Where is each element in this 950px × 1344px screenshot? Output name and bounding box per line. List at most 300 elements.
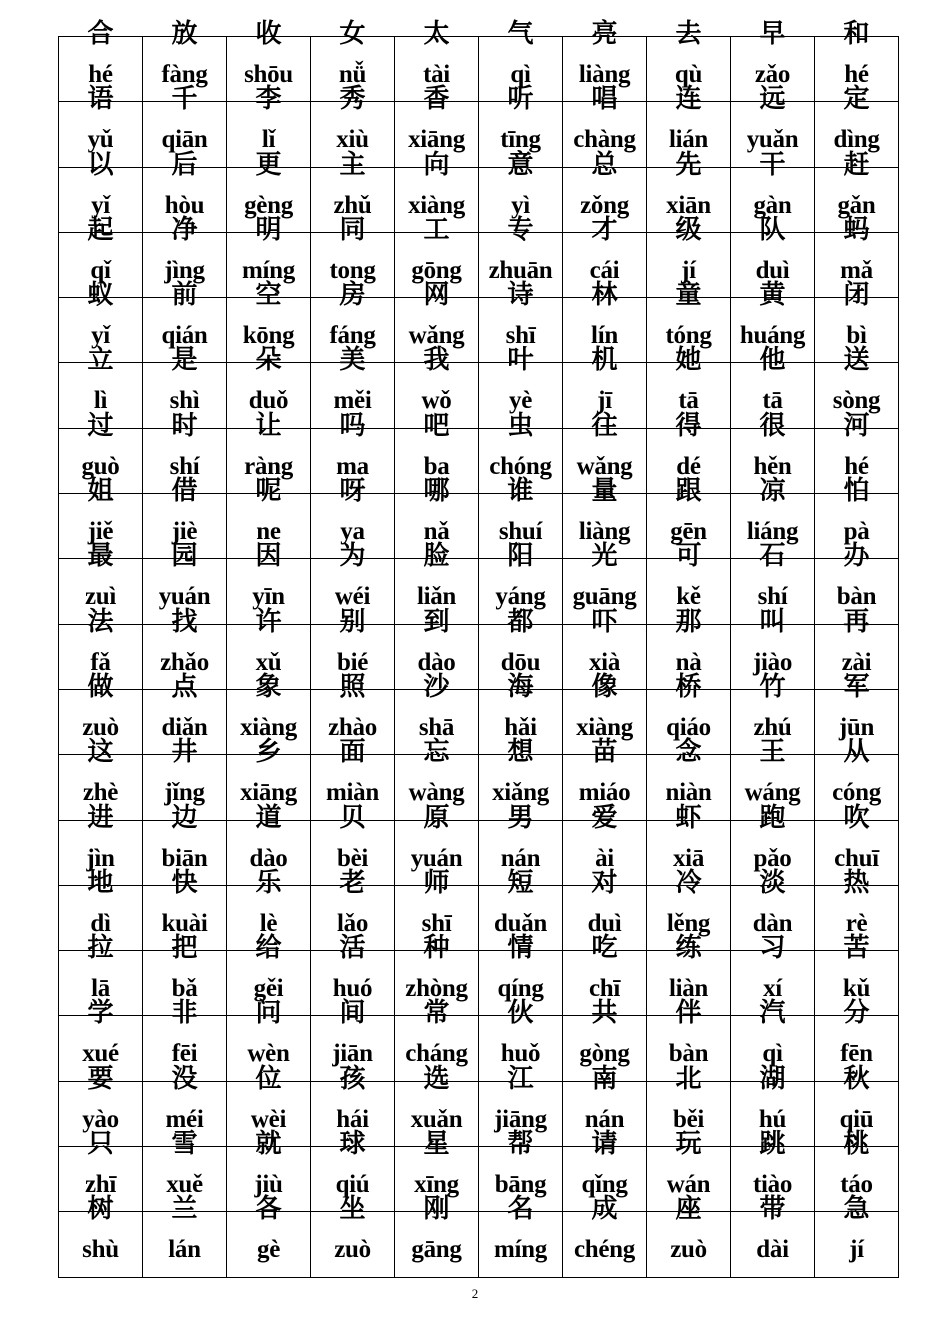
hanzi-character: 吧 bbox=[423, 410, 450, 441]
pinyin-label: jí bbox=[849, 1236, 864, 1264]
hanzi-character: 河 bbox=[843, 410, 870, 441]
hanzi-character: 情 bbox=[507, 933, 534, 964]
pinyin-label: dào bbox=[417, 648, 456, 676]
pinyin-label: zhào bbox=[328, 713, 377, 741]
pinyin-label: wán bbox=[666, 1171, 711, 1199]
pinyin-label: liáng bbox=[746, 518, 799, 546]
pinyin-label: zhǎo bbox=[160, 648, 209, 676]
pinyin-label: jiān bbox=[332, 1040, 373, 1068]
pinyin-label: wéi bbox=[334, 583, 371, 611]
pinyin-label: qiān bbox=[161, 126, 208, 154]
hanzi-character: 成 bbox=[591, 1194, 618, 1225]
pinyin-label: jìng bbox=[164, 256, 205, 284]
pinyin-label: hé bbox=[844, 61, 869, 88]
hanzi-character: 才 bbox=[591, 214, 618, 245]
hanzi-character: 千 bbox=[171, 84, 198, 115]
hanzi-character: 定 bbox=[843, 84, 870, 115]
pinyin-label: qiú bbox=[335, 1171, 370, 1199]
pinyin-label: qíng bbox=[497, 975, 544, 1003]
hanzi-character: 工 bbox=[423, 214, 450, 245]
hanzi-character: 借 bbox=[171, 476, 198, 507]
hanzi-character: 让 bbox=[255, 410, 282, 441]
hanzi-character: 前 bbox=[171, 280, 198, 311]
pinyin-label: zài bbox=[841, 648, 872, 676]
hanzi-character: 净 bbox=[171, 214, 198, 245]
pinyin-label: hòu bbox=[164, 191, 205, 219]
hanzi-character: 对 bbox=[591, 867, 618, 898]
pinyin-label: hái bbox=[336, 1105, 369, 1133]
pinyin-label: guò bbox=[81, 452, 120, 480]
hanzi-character: 机 bbox=[591, 345, 618, 376]
pinyin-label: xiù bbox=[336, 126, 369, 154]
hanzi-character: 他 bbox=[759, 345, 786, 376]
hanzi-character: 玩 bbox=[675, 1129, 702, 1160]
pinyin-label: wèi bbox=[250, 1105, 287, 1133]
pinyin-label: gè bbox=[257, 1236, 280, 1264]
hanzi-character: 意 bbox=[507, 149, 534, 180]
hanzi-character: 听 bbox=[507, 84, 534, 115]
pinyin-label: fáng bbox=[329, 322, 376, 350]
pinyin-label: lā bbox=[91, 975, 110, 1003]
pinyin-label: xí bbox=[763, 975, 782, 1003]
hanzi-character: 同 bbox=[339, 214, 366, 245]
pinyin-label: jiè bbox=[171, 518, 198, 546]
pinyin-label: xuǎn bbox=[410, 1105, 463, 1133]
pinyin-label: huó bbox=[332, 975, 373, 1003]
hanzi-character: 象 bbox=[255, 671, 282, 702]
pinyin-label: měi bbox=[333, 387, 372, 415]
pinyin-label: dōu bbox=[500, 648, 541, 676]
pinyin-label: gòng bbox=[579, 1040, 630, 1068]
pinyin-label: jiù bbox=[254, 1171, 283, 1199]
pinyin-label: bì bbox=[846, 322, 867, 350]
hanzi-character: 孩 bbox=[339, 1063, 366, 1094]
pinyin-label: táo bbox=[840, 1171, 873, 1199]
hanzi-character: 军 bbox=[843, 671, 870, 702]
pinyin-label: mǎ bbox=[840, 256, 873, 284]
hanzi-character: 带 bbox=[759, 1194, 786, 1225]
pinyin-label: lěng bbox=[666, 909, 711, 937]
hanzi-character: 向 bbox=[423, 149, 450, 180]
pinyin-label: zhè bbox=[82, 779, 119, 807]
hanzi-character: 江 bbox=[507, 1063, 534, 1094]
pinyin-label: míng bbox=[494, 1236, 547, 1264]
pinyin-label: qián bbox=[161, 322, 208, 350]
pinyin-label: jiāng bbox=[494, 1105, 547, 1133]
pinyin-label: yǔ bbox=[87, 126, 114, 154]
hanzi-character: 以 bbox=[87, 149, 114, 180]
pinyin-label: pǎo bbox=[753, 844, 792, 872]
hanzi-character: 苗 bbox=[591, 737, 618, 768]
pinyin-label: gěi bbox=[253, 975, 284, 1003]
pinyin-label: yuǎn bbox=[746, 126, 799, 154]
hanzi-character: 湖 bbox=[759, 1063, 786, 1094]
hanzi-character: 想 bbox=[507, 737, 534, 768]
pinyin-label: yǐ bbox=[91, 191, 110, 219]
pinyin-label: dé bbox=[676, 452, 701, 480]
pinyin-label: kōng bbox=[242, 322, 295, 350]
hanzi-character: 非 bbox=[171, 998, 198, 1029]
pinyin-label: xuě bbox=[166, 1171, 203, 1199]
hanzi-character: 间 bbox=[339, 998, 366, 1029]
pinyin-label: zhuān bbox=[488, 256, 553, 284]
pinyin-label: nà bbox=[675, 648, 702, 676]
pinyin-label: biān bbox=[161, 844, 208, 872]
pinyin-label: diǎn bbox=[161, 713, 208, 741]
hanzi-character: 都 bbox=[507, 606, 534, 637]
hanzi-character: 活 bbox=[339, 933, 366, 964]
pinyin-label: gǎn bbox=[837, 191, 876, 219]
pinyin-label: zuò bbox=[82, 713, 119, 741]
hanzi-character: 放 bbox=[171, 19, 198, 49]
hanzi-character: 可 bbox=[675, 541, 702, 572]
pinyin-label: xué bbox=[82, 1040, 119, 1068]
hanzi-character: 跳 bbox=[759, 1129, 786, 1160]
hanzi-character: 立 bbox=[87, 345, 114, 376]
hanzi-character: 园 bbox=[171, 541, 198, 572]
hanzi-character: 得 bbox=[675, 410, 702, 441]
pinyin-label: shī bbox=[505, 322, 536, 350]
character-cell bbox=[227, 1194, 311, 1277]
pinyin-label: nán bbox=[584, 1105, 625, 1133]
hanzi-character: 我 bbox=[423, 345, 450, 376]
pinyin-label: qù bbox=[674, 61, 703, 88]
pinyin-label: wǎng bbox=[576, 452, 633, 480]
hanzi-character: 汽 bbox=[759, 998, 786, 1029]
pinyin-label: jí bbox=[681, 256, 696, 284]
hanzi-character: 李 bbox=[255, 84, 282, 115]
hanzi-character: 冷 bbox=[675, 867, 702, 898]
pinyin-label: dìng bbox=[833, 126, 880, 154]
pinyin-label: miàn bbox=[326, 779, 379, 807]
pinyin-label: bāng bbox=[494, 1171, 547, 1199]
pinyin-label: jūn bbox=[838, 713, 875, 741]
hanzi-character: 赶 bbox=[843, 149, 870, 180]
pinyin-label: zhī bbox=[84, 1171, 117, 1199]
hanzi-character: 怕 bbox=[843, 476, 870, 507]
hanzi-character: 往 bbox=[591, 410, 618, 441]
hanzi-character: 叶 bbox=[507, 345, 534, 376]
pinyin-label: nán bbox=[500, 844, 541, 872]
pinyin-label: shì bbox=[169, 387, 200, 415]
pinyin-label: miáo bbox=[578, 779, 631, 807]
hanzi-character: 送 bbox=[843, 345, 870, 376]
hanzi-character: 远 bbox=[759, 84, 786, 115]
pinyin-label: bié bbox=[336, 648, 369, 676]
hanzi-character: 香 bbox=[423, 84, 450, 115]
character-cell bbox=[311, 1194, 395, 1277]
pinyin-label: wǎng bbox=[408, 322, 465, 350]
hanzi-character: 各 bbox=[255, 1194, 282, 1225]
hanzi-character: 只 bbox=[87, 1129, 114, 1160]
pinyin-label: tong bbox=[329, 256, 376, 284]
pinyin-label: xià bbox=[588, 648, 621, 676]
hanzi-character: 秀 bbox=[339, 84, 366, 115]
hanzi-character: 星 bbox=[423, 1129, 450, 1160]
pinyin-label: chàng bbox=[573, 126, 636, 154]
hanzi-character: 竹 bbox=[759, 671, 786, 702]
hanzi-character: 更 bbox=[255, 149, 282, 180]
pinyin-label: qiū bbox=[839, 1105, 874, 1133]
hanzi-character: 忘 bbox=[423, 737, 450, 768]
hanzi-character: 吓 bbox=[591, 606, 618, 637]
hanzi-character: 总 bbox=[591, 149, 618, 180]
hanzi-character: 谁 bbox=[507, 476, 534, 507]
hanzi-character: 名 bbox=[507, 1194, 534, 1225]
pinyin-label: cháng bbox=[405, 1040, 468, 1068]
pinyin-label: xiàng bbox=[240, 713, 297, 741]
hanzi-character: 面 bbox=[339, 737, 366, 768]
hanzi-character: 伙 bbox=[507, 998, 534, 1029]
pinyin-label: liǎn bbox=[416, 583, 457, 611]
hanzi-character: 男 bbox=[507, 802, 534, 833]
pinyin-label: jǐng bbox=[164, 779, 205, 807]
hanzi-character: 乐 bbox=[255, 867, 282, 898]
hanzi-character: 那 bbox=[675, 606, 702, 637]
hanzi-character: 和 bbox=[843, 19, 870, 49]
character-cell bbox=[395, 1194, 479, 1277]
pinyin-label: ràng bbox=[244, 452, 293, 480]
hanzi-character: 桃 bbox=[843, 1129, 870, 1160]
pinyin-label: xǔ bbox=[255, 648, 282, 676]
pinyin-label: hé bbox=[844, 452, 869, 480]
pinyin-label: chóng bbox=[489, 452, 552, 480]
pinyin-label: ma bbox=[336, 452, 369, 480]
pinyin-label: lián bbox=[668, 126, 709, 154]
hanzi-character: 朵 bbox=[255, 345, 282, 376]
hanzi-character: 把 bbox=[171, 933, 198, 964]
hanzi-character: 伴 bbox=[675, 998, 702, 1029]
pinyin-label: rè bbox=[845, 909, 868, 937]
hanzi-character: 女 bbox=[339, 19, 366, 49]
character-cell bbox=[647, 1194, 731, 1277]
hanzi-character: 兰 bbox=[171, 1194, 198, 1225]
hanzi-character: 去 bbox=[675, 19, 702, 49]
pinyin-label: sòng bbox=[832, 387, 881, 415]
hanzi-character: 后 bbox=[171, 149, 198, 180]
hanzi-character: 蚁 bbox=[87, 280, 114, 311]
hanzi-character: 童 bbox=[675, 280, 702, 311]
pinyin-label: yào bbox=[82, 1105, 119, 1133]
hanzi-character: 道 bbox=[255, 802, 282, 833]
pinyin-label: chéng bbox=[573, 1236, 635, 1264]
pinyin-label: shù bbox=[82, 1236, 119, 1264]
pinyin-label: wáng bbox=[744, 779, 801, 807]
hanzi-character: 队 bbox=[759, 214, 786, 245]
hanzi-character: 地 bbox=[87, 867, 114, 898]
pinyin-label: chī bbox=[588, 975, 621, 1003]
page-number: 2 bbox=[471, 1286, 479, 1301]
hanzi-character: 蚂 bbox=[843, 214, 870, 245]
pinyin-label: huǒ bbox=[500, 1040, 541, 1068]
pinyin-label: yǐ bbox=[91, 322, 110, 350]
pinyin-label: dàn bbox=[752, 909, 793, 937]
pinyin-label: zhú bbox=[753, 713, 792, 741]
pinyin-label: tài bbox=[423, 61, 450, 88]
hanzi-character: 虾 bbox=[675, 802, 702, 833]
hanzi-character: 坐 bbox=[339, 1194, 366, 1225]
hanzi-character: 合 bbox=[87, 19, 114, 49]
hanzi-character: 气 bbox=[507, 19, 534, 49]
hanzi-character: 唱 bbox=[591, 84, 618, 115]
hanzi-character: 分 bbox=[843, 998, 870, 1029]
pinyin-label: gēn bbox=[670, 518, 707, 546]
pinyin-label: shí bbox=[169, 452, 200, 480]
hanzi-character: 老 bbox=[339, 867, 366, 898]
hanzi-character: 问 bbox=[255, 998, 282, 1029]
pinyin-label: zhǔ bbox=[333, 191, 372, 219]
pinyin-label: tā bbox=[762, 387, 783, 415]
pinyin-label: lán bbox=[168, 1236, 201, 1264]
pinyin-label: xiǎng bbox=[492, 779, 549, 807]
hanzi-character: 跟 bbox=[675, 476, 702, 507]
pinyin-label: nǚ bbox=[338, 61, 367, 88]
pinyin-label: kě bbox=[676, 583, 701, 611]
pinyin-label: jìn bbox=[86, 844, 115, 872]
hanzi-character: 帮 bbox=[507, 1129, 534, 1160]
pinyin-label: pà bbox=[843, 518, 870, 546]
pinyin-label: jiě bbox=[87, 518, 114, 546]
pinyin-label: duǒ bbox=[248, 387, 289, 415]
pinyin-label: zuò bbox=[334, 1236, 371, 1264]
hanzi-character: 起 bbox=[87, 214, 114, 245]
pinyin-label: ne bbox=[256, 518, 281, 546]
hanzi-character: 贝 bbox=[339, 802, 366, 833]
pinyin-label: xiàng bbox=[576, 713, 633, 741]
hanzi-character: 是 bbox=[171, 345, 198, 376]
hanzi-character: 急 bbox=[843, 1194, 870, 1225]
hanzi-character: 淡 bbox=[759, 867, 786, 898]
hanzi-character: 雪 bbox=[171, 1129, 198, 1160]
hanzi-character: 刚 bbox=[423, 1194, 450, 1225]
hanzi-character: 王 bbox=[759, 737, 786, 768]
hanzi-character: 北 bbox=[675, 1063, 702, 1094]
pinyin-label: lǎo bbox=[336, 909, 369, 937]
pinyin-label: gōng bbox=[411, 256, 462, 284]
hanzi-character: 美 bbox=[339, 345, 366, 376]
pinyin-label: shí bbox=[757, 583, 788, 611]
hanzi-character: 秋 bbox=[843, 1063, 870, 1094]
hanzi-character: 边 bbox=[171, 802, 198, 833]
hanzi-character: 请 bbox=[591, 1129, 618, 1160]
hanzi-character: 空 bbox=[255, 280, 282, 311]
hanzi-character: 再 bbox=[843, 606, 870, 637]
hanzi-character: 找 bbox=[171, 606, 198, 637]
pinyin-label: kǔ bbox=[842, 975, 871, 1003]
hanzi-character: 树 bbox=[87, 1194, 114, 1225]
pinyin-label: hěn bbox=[753, 452, 792, 480]
hanzi-character: 吃 bbox=[591, 933, 618, 964]
hanzi-character: 念 bbox=[675, 737, 702, 768]
pinyin-label: lì bbox=[93, 387, 108, 415]
hanzi-character: 做 bbox=[87, 671, 114, 702]
pinyin-label: yuán bbox=[158, 583, 211, 611]
hanzi-character: 原 bbox=[423, 802, 450, 833]
hanzi-character: 吗 bbox=[339, 410, 366, 441]
pinyin-label: fēn bbox=[840, 1040, 873, 1068]
hanzi-character: 级 bbox=[675, 214, 702, 245]
hanzi-character: 阳 bbox=[507, 541, 534, 572]
hanzi-character: 种 bbox=[423, 933, 450, 964]
pinyin-label: bèi bbox=[336, 844, 369, 872]
hanzi-character: 黄 bbox=[759, 280, 786, 311]
hanzi-character: 要 bbox=[87, 1063, 114, 1094]
pinyin-label: tā bbox=[678, 387, 699, 415]
pinyin-label: shōu bbox=[244, 61, 293, 88]
hanzi-character: 房 bbox=[339, 280, 366, 311]
pinyin-label: cái bbox=[589, 256, 620, 284]
hanzi-character: 没 bbox=[171, 1063, 198, 1094]
pinyin-label: lín bbox=[591, 322, 618, 350]
pinyin-label: zǎo bbox=[754, 61, 791, 88]
pinyin-label: liàn bbox=[668, 975, 709, 1003]
pinyin-label: wèn bbox=[247, 1040, 290, 1068]
pinyin-label: nǎ bbox=[423, 518, 450, 546]
pinyin-label: jī bbox=[597, 387, 612, 415]
pinyin-label: guāng bbox=[572, 583, 637, 611]
hanzi-character: 练 bbox=[675, 933, 702, 964]
pinyin-label: qì bbox=[510, 61, 531, 88]
hanzi-character: 林 bbox=[591, 280, 618, 311]
hanzi-character: 为 bbox=[339, 541, 366, 572]
pinyin-label: zǒng bbox=[580, 191, 629, 219]
pinyin-label: qiáo bbox=[666, 713, 711, 741]
hanzi-character: 苦 bbox=[843, 933, 870, 964]
hanzi-character: 连 bbox=[675, 84, 702, 115]
pinyin-label: xiāng bbox=[408, 126, 465, 154]
hanzi-character: 拉 bbox=[87, 933, 114, 964]
hanzi-character: 到 bbox=[423, 606, 450, 637]
hanzi-character: 办 bbox=[843, 541, 870, 572]
character-table bbox=[58, 19, 899, 1278]
pinyin-label: dài bbox=[756, 1236, 789, 1264]
hanzi-character: 乡 bbox=[255, 737, 282, 768]
hanzi-character: 进 bbox=[87, 802, 114, 833]
pinyin-label: tīng bbox=[500, 126, 541, 154]
pinyin-label: zuò bbox=[670, 1236, 707, 1264]
pinyin-label: xiā bbox=[672, 844, 705, 872]
pinyin-label: bǎ bbox=[171, 975, 198, 1003]
character-cell bbox=[815, 1194, 899, 1277]
pinyin-label: yè bbox=[509, 387, 532, 415]
pinyin-label: qǐ bbox=[90, 256, 111, 284]
pinyin-label: xiāng bbox=[240, 779, 297, 807]
pinyin-label: duì bbox=[755, 256, 790, 284]
hanzi-character: 师 bbox=[423, 867, 450, 898]
hanzi-character: 主 bbox=[339, 149, 366, 180]
hanzi-character: 她 bbox=[675, 345, 702, 376]
hanzi-character: 跑 bbox=[759, 802, 786, 833]
pinyin-label: méi bbox=[165, 1105, 204, 1133]
pinyin-label: gèng bbox=[244, 191, 293, 219]
pinyin-label: fēi bbox=[171, 1040, 198, 1068]
hanzi-character: 南 bbox=[591, 1063, 618, 1094]
pinyin-label: liàng bbox=[578, 61, 631, 88]
hanzi-character: 习 bbox=[759, 933, 786, 964]
hanzi-character: 光 bbox=[591, 541, 618, 572]
pinyin-label: xīng bbox=[414, 1171, 459, 1199]
hanzi-character: 法 bbox=[87, 606, 114, 637]
hanzi-character: 桥 bbox=[675, 671, 702, 702]
hanzi-character: 座 bbox=[675, 1194, 702, 1225]
hanzi-character: 网 bbox=[423, 280, 450, 311]
hanzi-character: 太 bbox=[423, 19, 450, 49]
pinyin-label: qǐng bbox=[581, 1171, 628, 1199]
pinyin-label: jiào bbox=[752, 648, 793, 676]
hanzi-character: 亮 bbox=[591, 19, 618, 49]
pinyin-label: dào bbox=[249, 844, 288, 872]
hanzi-character: 最 bbox=[87, 541, 114, 572]
